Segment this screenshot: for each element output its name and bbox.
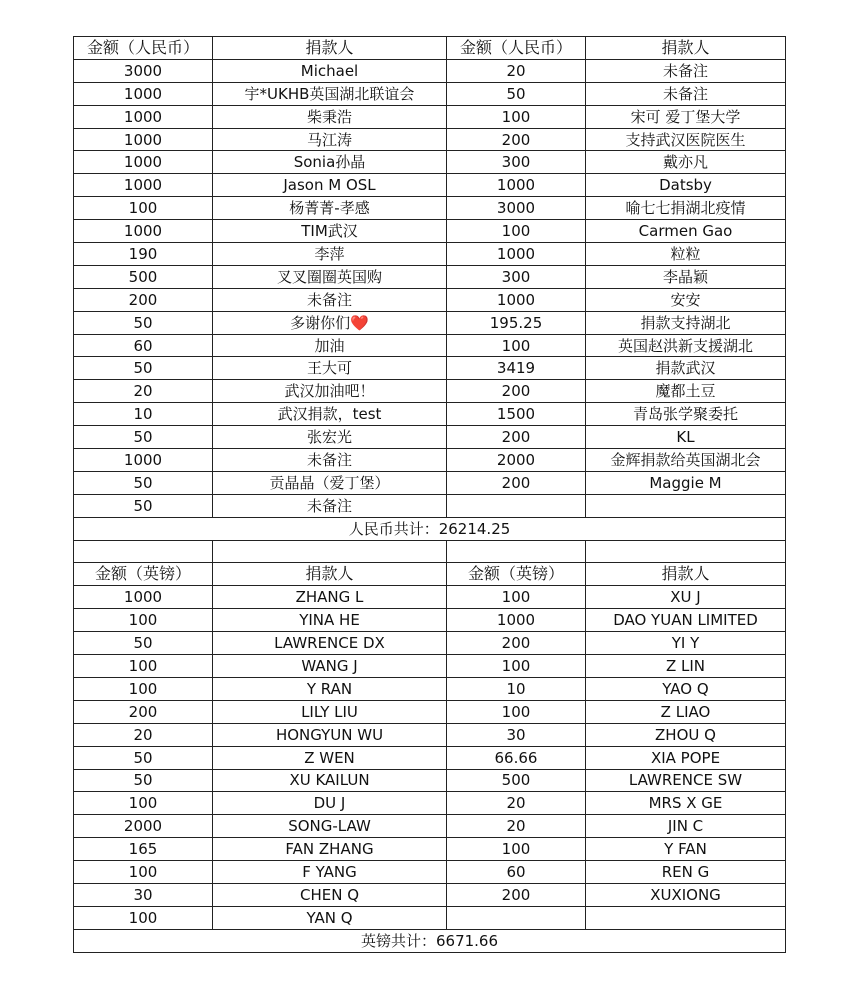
rmb-donor-cell: 王大可 [213, 357, 447, 380]
rmb-amount-cell [447, 494, 586, 517]
rmb-amount-cell: 500 [74, 265, 213, 288]
gbp-amount-cell: 200 [447, 632, 586, 655]
rmb-amount-cell: 200 [447, 128, 586, 151]
rmb-amount-header: 金额（人民币） [74, 37, 213, 60]
rmb-donor-cell: 青岛张学聚委托 [586, 403, 786, 426]
table-row [74, 197, 786, 220]
gbp-total: 英镑共计：6671.66 [74, 929, 786, 952]
rmb-donor-cell: 贡晶晶（爱丁堡） [213, 471, 447, 494]
table-row [74, 174, 786, 197]
table-row [74, 609, 786, 632]
table-row [74, 677, 786, 700]
gbp-donor-cell: Z LIAO [586, 700, 786, 723]
rmb-amount-header: 金额（人民币） [447, 37, 586, 60]
empty-cell [447, 540, 586, 563]
gbp-donor-cell: LAWRENCE DX [213, 632, 447, 655]
rmb-amount-cell: 200 [74, 288, 213, 311]
rmb-amount-cell: 195.25 [447, 311, 586, 334]
gbp-donor-header: 捐款人 [586, 563, 786, 586]
rmb-total-row [74, 517, 786, 540]
rmb-amount-cell: 100 [447, 334, 586, 357]
gbp-amount-cell: 165 [74, 838, 213, 861]
table-row [74, 59, 786, 82]
gbp-amount-cell: 60 [447, 861, 586, 884]
table-row [74, 655, 786, 678]
rmb-amount-cell: 190 [74, 243, 213, 266]
gbp-amount-cell: 10 [447, 677, 586, 700]
rmb-donor-cell: 捐款武汉 [586, 357, 786, 380]
table-row [74, 792, 786, 815]
gbp-amount-cell: 100 [74, 906, 213, 929]
gbp-amount-cell: 100 [74, 609, 213, 632]
table-row [74, 769, 786, 792]
rmb-donor-cell: 加油 [213, 334, 447, 357]
rmb-donor-cell: 喻七七捐湖北疫情 [586, 197, 786, 220]
rmb-amount-cell: 300 [447, 151, 586, 174]
rmb-donor-cell: Jason M OSL [213, 174, 447, 197]
rmb-amount-cell: 1000 [74, 220, 213, 243]
gbp-amount-cell: 100 [447, 586, 586, 609]
rmb-amount-cell: 200 [447, 471, 586, 494]
rmb-amount-cell: 1000 [74, 449, 213, 472]
gbp-donor-cell: XU J [586, 586, 786, 609]
rmb-donor-cell: TIM武汉 [213, 220, 447, 243]
rmb-donor-cell: 叉叉圈圈英国购 [213, 265, 447, 288]
rmb-amount-cell: 1000 [74, 105, 213, 128]
gbp-donor-cell: F YANG [213, 861, 447, 884]
rmb-amount-cell: 1000 [447, 288, 586, 311]
rmb-donor-cell: 戴亦凡 [586, 151, 786, 174]
gbp-donor-cell: REN G [586, 861, 786, 884]
gbp-amount-cell: 20 [74, 723, 213, 746]
gbp-donor-cell: YAN Q [213, 906, 447, 929]
gbp-donor-cell [586, 906, 786, 929]
rmb-donor-cell: 武汉捐款，test [213, 403, 447, 426]
gbp-amount-cell: 100 [74, 677, 213, 700]
rmb-amount-cell: 20 [447, 59, 586, 82]
empty-cell [213, 540, 447, 563]
rmb-donor-cell: Maggie M [586, 471, 786, 494]
gbp-amount-cell: 100 [447, 655, 586, 678]
table-row [74, 838, 786, 861]
rmb-donor-cell: 武汉加油吧！ [213, 380, 447, 403]
rmb-amount-cell: 50 [74, 426, 213, 449]
rmb-donor-cell: 未备注 [586, 82, 786, 105]
table-row [74, 426, 786, 449]
rmb-donor-cell: 张宏光 [213, 426, 447, 449]
gbp-donor-cell: CHEN Q [213, 883, 447, 906]
gbp-donor-cell: MRS X GE [586, 792, 786, 815]
rmb-donor-cell [586, 494, 786, 517]
rmb-amount-cell: 60 [74, 334, 213, 357]
gbp-donor-cell: Y RAN [213, 677, 447, 700]
gbp-donor-cell: FAN ZHANG [213, 838, 447, 861]
gbp-donor-cell: Y FAN [586, 838, 786, 861]
rmb-amount-cell: 50 [74, 311, 213, 334]
table-row [74, 311, 786, 334]
gbp-amount-cell: 1000 [74, 586, 213, 609]
rmb-amount-cell: 100 [447, 105, 586, 128]
rmb-donor-cell: Carmen Gao [586, 220, 786, 243]
rmb-donor-header: 捐款人 [213, 37, 447, 60]
gbp-amount-header: 金额（英镑） [74, 563, 213, 586]
table-row [74, 151, 786, 174]
table-row [74, 380, 786, 403]
gbp-amount-cell [447, 906, 586, 929]
rmb-donor-cell: 柴秉浩 [213, 105, 447, 128]
gbp-donor-cell: YAO Q [586, 677, 786, 700]
gbp-donor-cell: DU J [213, 792, 447, 815]
rmb-donor-cell: 杨菁菁-孝感 [213, 197, 447, 220]
table-row [74, 105, 786, 128]
gbp-amount-cell: 20 [447, 815, 586, 838]
rmb-amount-cell: 2000 [447, 449, 586, 472]
rmb-donor-cell: 未备注 [586, 59, 786, 82]
gbp-donor-cell: SONG-LAW [213, 815, 447, 838]
rmb-amount-cell: 3000 [74, 59, 213, 82]
gbp-amount-cell: 100 [447, 838, 586, 861]
table-row [74, 861, 786, 884]
table-row [74, 243, 786, 266]
table-row [74, 82, 786, 105]
gbp-amount-cell: 200 [74, 700, 213, 723]
empty-cell [586, 540, 786, 563]
table-row [74, 128, 786, 151]
gbp-donor-cell: XU KAILUN [213, 769, 447, 792]
gbp-donor-cell: Z WEN [213, 746, 447, 769]
table-row [74, 471, 786, 494]
rmb-amount-cell: 3419 [447, 357, 586, 380]
gbp-donor-cell: YINA HE [213, 609, 447, 632]
rmb-donor-cell: 马江涛 [213, 128, 447, 151]
rmb-donor-cell: 未备注 [213, 288, 447, 311]
rmb-donor-cell: 李萍 [213, 243, 447, 266]
table-row [74, 449, 786, 472]
table-row [74, 815, 786, 838]
rmb-amount-cell: 100 [447, 220, 586, 243]
gbp-donor-cell: HONGYUN WU [213, 723, 447, 746]
spacer-row [74, 540, 786, 563]
gbp-amount-cell: 50 [74, 746, 213, 769]
rmb-amount-cell: 50 [74, 357, 213, 380]
gbp-amount-cell: 30 [447, 723, 586, 746]
gbp-amount-cell: 50 [74, 769, 213, 792]
gbp-amount-cell: 100 [447, 700, 586, 723]
rmb-donor-cell: Datsby [586, 174, 786, 197]
gbp-donor-cell: DAO YUAN LIMITED [586, 609, 786, 632]
rmb-amount-cell: 1500 [447, 403, 586, 426]
gbp-amount-cell: 20 [447, 792, 586, 815]
rmb-total: 人民币共计：26214.25 [74, 517, 786, 540]
rmb-donor-cell: 粒粒 [586, 243, 786, 266]
rmb-amount-cell: 1000 [74, 128, 213, 151]
gbp-amount-cell: 500 [447, 769, 586, 792]
rmb-donor-cell: 未备注 [213, 449, 447, 472]
rmb-donor-cell: 捐款支持湖北 [586, 311, 786, 334]
rmb-amount-cell: 50 [74, 471, 213, 494]
table-row [74, 586, 786, 609]
donation-table-body [74, 37, 786, 953]
rmb-header-row [74, 37, 786, 60]
rmb-donor-cell: 安安 [586, 288, 786, 311]
gbp-header-row [74, 563, 786, 586]
gbp-donor-cell: XIA POPE [586, 746, 786, 769]
rmb-amount-cell: 10 [74, 403, 213, 426]
rmb-amount-cell: 200 [447, 380, 586, 403]
rmb-donor-cell: 未备注 [213, 494, 447, 517]
table-row [74, 632, 786, 655]
rmb-donor-cell: Michael [213, 59, 447, 82]
rmb-donor-cell: 宇*UKHB英国湖北联谊会 [213, 82, 447, 105]
rmb-amount-cell: 1000 [447, 174, 586, 197]
table-row [74, 883, 786, 906]
rmb-donor-cell: 英国赵洪新支援湖北 [586, 334, 786, 357]
table-row [74, 700, 786, 723]
table-row [74, 494, 786, 517]
gbp-donor-cell: LAWRENCE SW [586, 769, 786, 792]
table-row [74, 746, 786, 769]
gbp-donor-header: 捐款人 [213, 563, 447, 586]
table-row [74, 906, 786, 929]
gbp-donor-cell: JIN C [586, 815, 786, 838]
donation-table [73, 36, 786, 953]
rmb-amount-cell: 1000 [447, 243, 586, 266]
rmb-amount-cell: 1000 [74, 82, 213, 105]
table-row [74, 334, 786, 357]
rmb-amount-cell: 3000 [447, 197, 586, 220]
empty-cell [74, 540, 213, 563]
table-row [74, 403, 786, 426]
rmb-amount-cell: 1000 [74, 174, 213, 197]
rmb-donor-cell: Sonia孙晶 [213, 151, 447, 174]
gbp-donor-cell: Z LIN [586, 655, 786, 678]
gbp-donor-cell: YI Y [586, 632, 786, 655]
gbp-total-row [74, 929, 786, 952]
table-row [74, 288, 786, 311]
table-row [74, 357, 786, 380]
table-row [74, 723, 786, 746]
rmb-donor-cell: 李晶颖 [586, 265, 786, 288]
gbp-amount-cell: 100 [74, 655, 213, 678]
gbp-amount-cell: 66.66 [447, 746, 586, 769]
rmb-donor-cell: 多谢你们❤️ [213, 311, 447, 334]
table-row [74, 265, 786, 288]
gbp-amount-cell: 100 [74, 861, 213, 884]
rmb-donor-cell: 支持武汉医院医生 [586, 128, 786, 151]
gbp-amount-cell: 100 [74, 792, 213, 815]
gbp-donor-cell: ZHANG L [213, 586, 447, 609]
rmb-amount-cell: 300 [447, 265, 586, 288]
rmb-donor-cell: KL [586, 426, 786, 449]
gbp-amount-cell: 2000 [74, 815, 213, 838]
rmb-donor-cell: 金辉捐款给英国湖北会 [586, 449, 786, 472]
gbp-donor-cell: XUXIONG [586, 883, 786, 906]
gbp-amount-header: 金额（英镑） [447, 563, 586, 586]
gbp-amount-cell: 200 [447, 883, 586, 906]
rmb-donor-cell: 魔都土豆 [586, 380, 786, 403]
gbp-amount-cell: 30 [74, 883, 213, 906]
rmb-amount-cell: 20 [74, 380, 213, 403]
rmb-donor-header: 捐款人 [586, 37, 786, 60]
rmb-amount-cell: 1000 [74, 151, 213, 174]
rmb-amount-cell: 50 [447, 82, 586, 105]
gbp-donor-cell: ZHOU Q [586, 723, 786, 746]
rmb-amount-cell: 200 [447, 426, 586, 449]
gbp-donor-cell: WANG J [213, 655, 447, 678]
rmb-amount-cell: 50 [74, 494, 213, 517]
rmb-donor-cell: 宋可 爱丁堡大学 [586, 105, 786, 128]
table-row [74, 220, 786, 243]
gbp-amount-cell: 1000 [447, 609, 586, 632]
rmb-amount-cell: 100 [74, 197, 213, 220]
gbp-amount-cell: 50 [74, 632, 213, 655]
gbp-donor-cell: LILY LIU [213, 700, 447, 723]
